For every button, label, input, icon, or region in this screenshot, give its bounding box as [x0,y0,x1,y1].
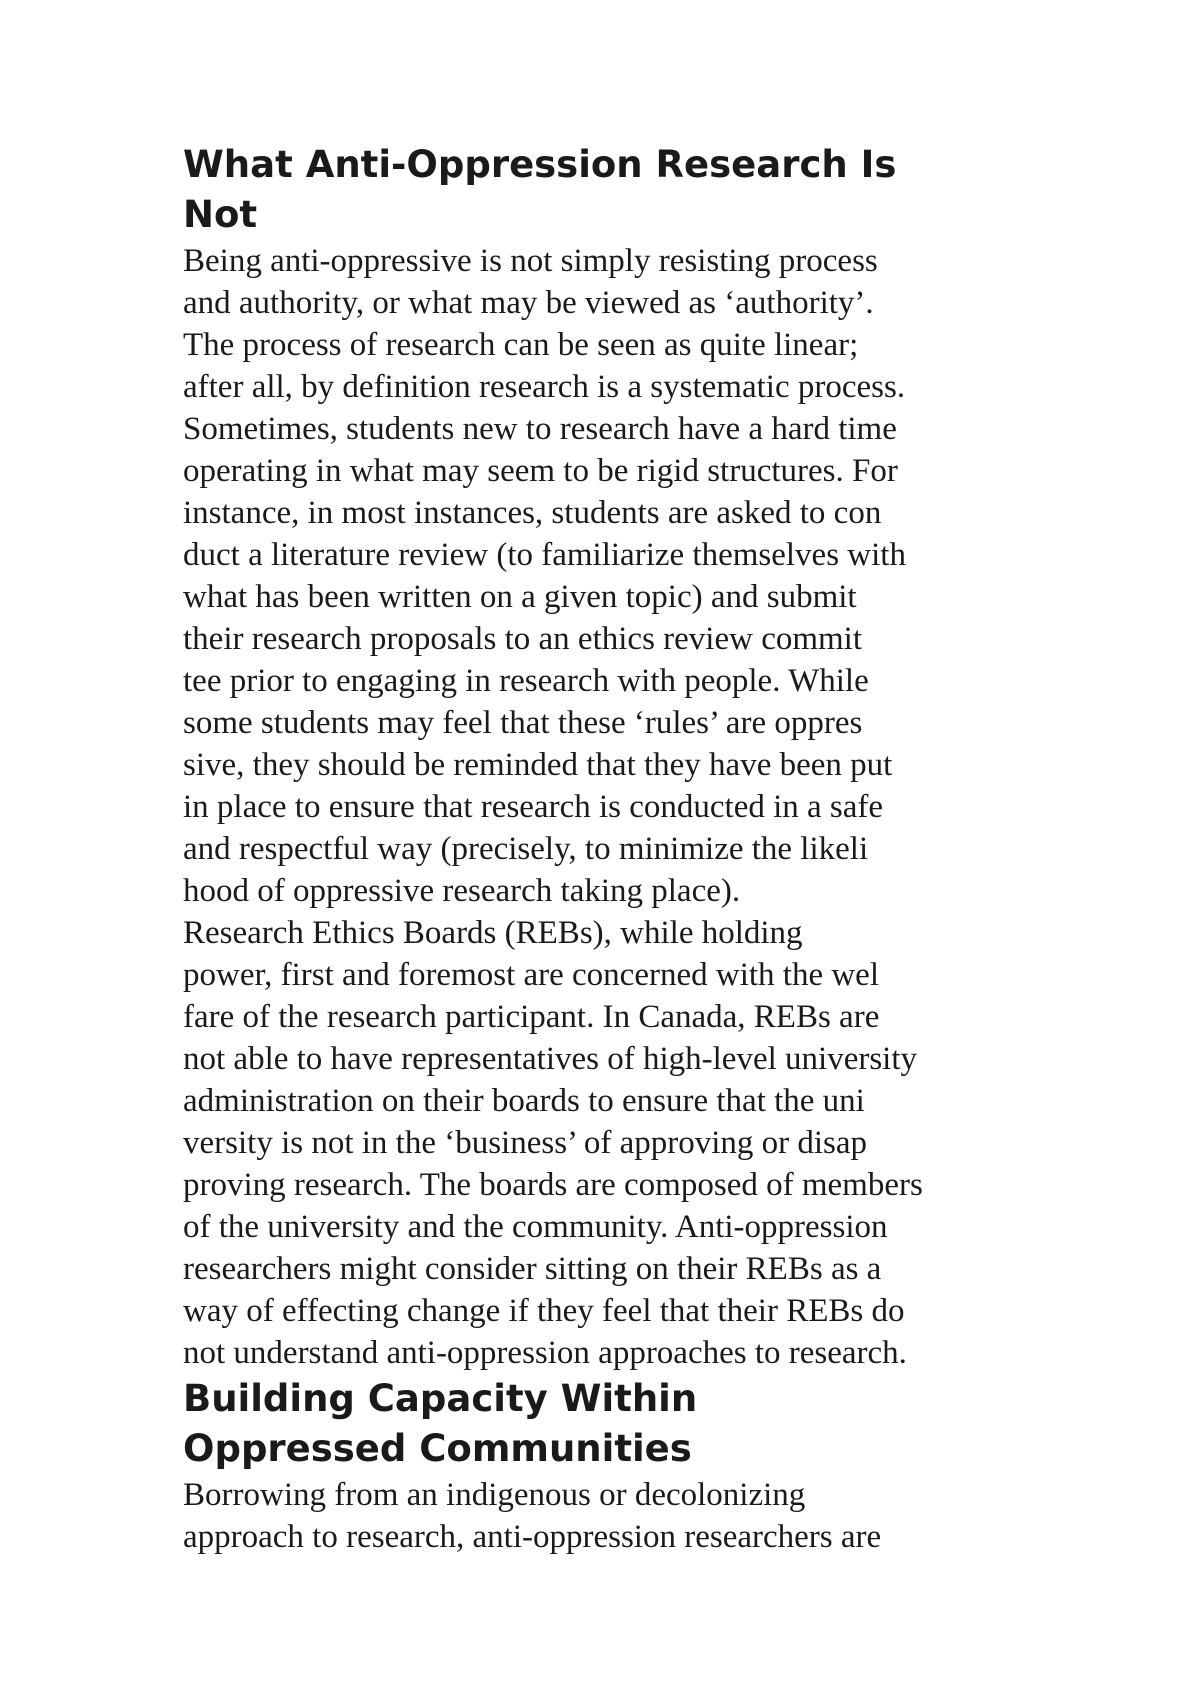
text-line: power, first and foremost are concerned with the wel [183,957,879,993]
section-heading [183,1374,1063,1474]
paragraph [183,1474,1063,1558]
text-line: their research proposals to an ethics review commit [183,621,863,657]
text-line: Borrowing from an indigenous or decolonizing [183,1477,806,1513]
text-line: after all, by definition research is a systematic process. [183,369,906,405]
text-line: of the university and the community. Anti-oppression [183,1209,888,1245]
text-line: administration on their boards to ensure that the uni [183,1083,865,1119]
text-line: proving research. The boards are composed of members [183,1167,923,1203]
paragraph [183,912,1063,1374]
text-line: versity is not in the ‘business’ of approving or disap [183,1125,868,1161]
text-line: and authority, or what may be viewed as ‘authority’. [183,285,874,321]
text-line: The process of research can be seen as quite linear; [183,327,859,363]
text-line: Sometimes, students new to research have a hard time [183,411,897,447]
text-line: researchers might consider sitting on their REBs as a [183,1251,882,1287]
document-page [183,140,1063,1558]
text-line: tee prior to engaging in research with people. While [183,663,869,699]
text-line: what has been written on a given topic) and submit [183,579,857,615]
text-line: duct a literature review (to familiarize themselves with [183,537,906,573]
section-heading [183,140,1063,240]
text-line: not understand anti-oppression approaches to research. [183,1335,907,1371]
text-line: Research Ethics Boards (REBs), while holding [183,915,803,951]
text-line: sive, they should be reminded that they have been put [183,747,893,783]
text-line: instance, in most instances, students are asked to con [183,495,882,531]
text-line: hood of oppressive research taking place). [183,873,741,909]
heading-line: Oppressed Communities [183,1427,692,1470]
text-line: approach to research, anti-oppression researchers are [183,1519,882,1555]
section-building-capacity [183,1374,1063,1558]
text-line: and respectful way (precisely, to minimize the likeli [183,831,869,867]
text-line: not able to have representatives of high-level university [183,1041,918,1077]
paragraph [183,240,1063,912]
heading-line: Building Capacity Within [183,1377,698,1420]
text-line: fare of the research participant. In Canada, REBs are [183,999,880,1035]
text-line: operating in what may seem to be rigid structures. For [183,453,898,489]
text-line: Being anti-oppressive is not simply resisting process [183,243,878,279]
heading-line: What Anti-Oppression Research Is [183,143,897,186]
text-line: some students may feel that these ‘rules’ are oppres [183,705,863,741]
text-line: in place to ensure that research is conducted in a safe [183,789,884,825]
section-what-anti-oppression-research-is-not [183,140,1063,1374]
heading-line: Not [183,193,258,236]
text-line: way of effecting change if they feel that their REBs do [183,1293,905,1329]
